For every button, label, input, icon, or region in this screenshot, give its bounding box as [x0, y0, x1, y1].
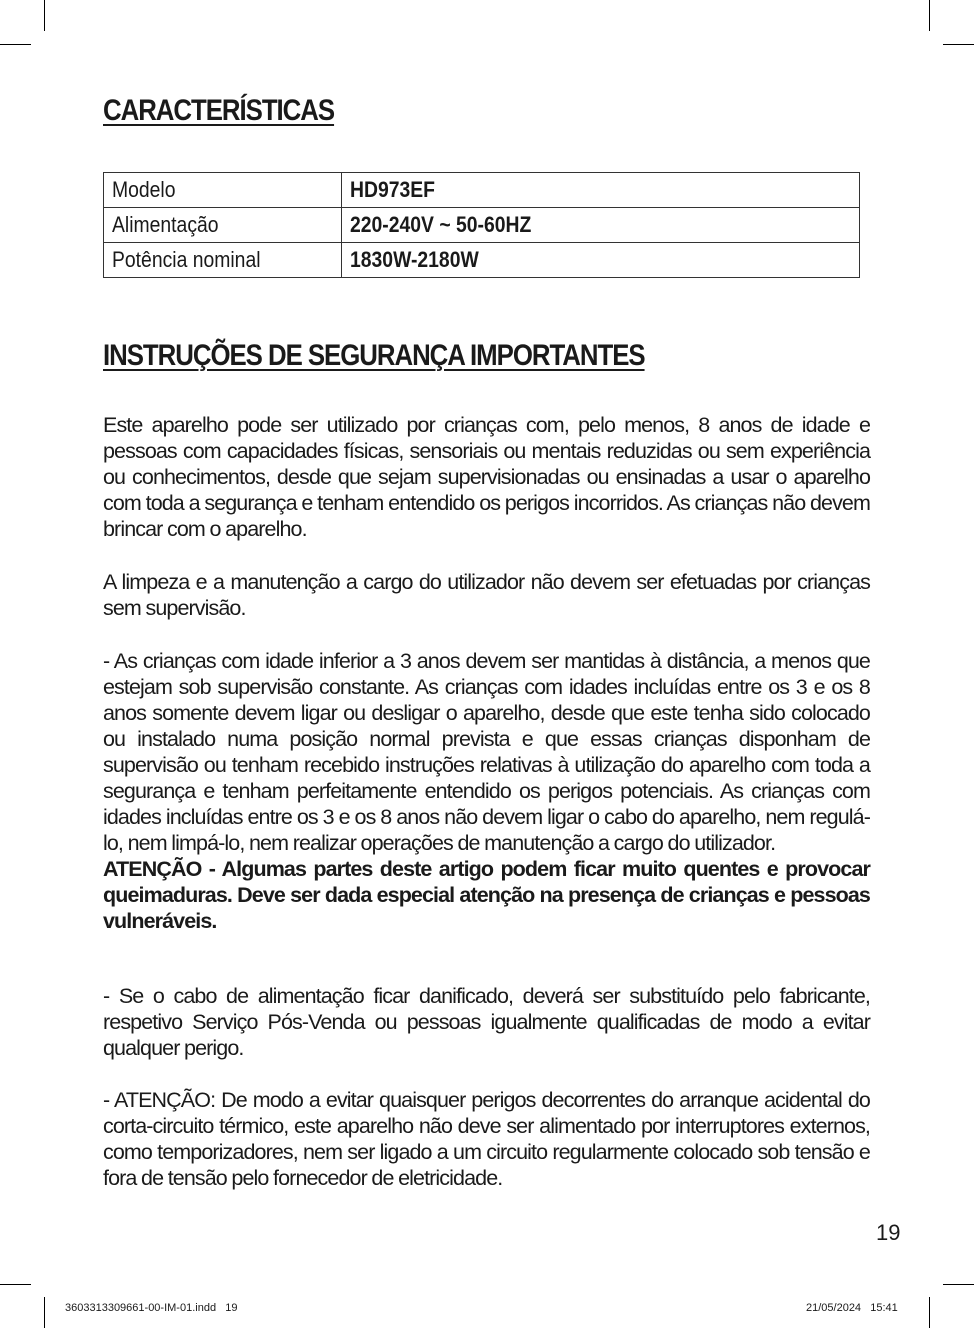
- spec-label: Alimentação: [104, 208, 342, 243]
- crop-mark: [0, 44, 31, 45]
- crop-mark: [44, 1297, 45, 1328]
- table-row: [104, 173, 860, 208]
- spec-label: Modelo: [104, 173, 342, 208]
- specs-table: [103, 172, 860, 278]
- safety-paragraph-1: Este aparelho pode ser utilizado por crianças com, pelo menos, 8 anos de idade e pessoas com capacidades físicas, sensoriais ou mentais reduzidas ou sem experiência ou conhecimentos, desde que sejam supervisionadas ou ensinadas a usar o aparelho com toda a segurança e tenham entendido os perigos incorridos. As crianças não devem brincar com o aparelho.: [103, 413, 870, 541]
- spec-label: Potência nominal: [104, 243, 342, 278]
- spec-value: 220-240V ~ 50-60HZ: [342, 208, 860, 243]
- paragraph-text: - As crianças com idade inferior a 3 anos devem ser mantidas à distância, a menos que estejam sob supervisão constante. As crianças com idades incluídas entre os 3 e os 8 anos somente devem ligar ou desligar o aparelho, desde que este tenha sido colocado ou instalado numa posição normal prevista e que essas crianças disponham de supervisão ou tenham recebido instruções relativas à utilização do aparelho com toda a segurança e tenham perfeitamente entendido os perigos potenciais. As crianças com idades incluídas entre os 3 e os 8 anos não devem ligar o cabo do aparelho, nem regulá-lo, nem limpá-lo, nem realizar operações de manutenção a cargo do utilizador.: [103, 649, 870, 855]
- spec-value: HD973EF: [342, 173, 860, 208]
- crop-mark: [44, 0, 45, 31]
- safety-paragraph-3: [103, 648, 870, 934]
- crop-mark: [943, 44, 974, 45]
- warning-text: ATENÇÃO - Algumas partes deste artigo podem ficar muito quentes e provocar queimaduras. Deve ser dada especial atenção na presença de crianças e pessoas vulneráveis.: [103, 857, 870, 933]
- spec-value: 1830W-2180W: [342, 243, 860, 278]
- safety-paragraph-4: - Se o cabo de alimentação ficar danificado, deverá ser substituído pelo fabricante, respetivo Serviço Pós-Venda ou pessoas igualmente qualificadas de modo a evitar qualquer perigo.: [103, 984, 870, 1060]
- safety-paragraph-2: A limpeza e a manutenção a cargo do utilizador não devem ser efetuadas por crianças sem supervisão.: [103, 570, 870, 620]
- safety-heading: INSTRUÇÕES DE SEGURANÇA IMPORTANTES: [103, 339, 645, 372]
- slug-filename: 3603313309661-00-IM-01.indd 19: [65, 1302, 238, 1314]
- slug-date: 21/05/2024 15:41: [806, 1302, 898, 1314]
- table-row: [104, 208, 860, 243]
- crop-mark: [929, 1297, 930, 1328]
- page-number: 19: [876, 1220, 901, 1245]
- table-row: [104, 243, 860, 278]
- crop-mark: [0, 1284, 31, 1285]
- crop-mark: [943, 1284, 974, 1285]
- crop-mark: [929, 0, 930, 31]
- safety-paragraph-5: - ATENÇÃO: De modo a evitar quaisquer perigos decorrentes do arranque acidental do corta-circuito térmico, este aparelho não deve ser alimentado por interruptores externos, como temporizadores, nem ser ligado a um circuito regularmente colocado sob tensão e fora de tensão pelo fornecedor de eletricidade.: [103, 1088, 870, 1190]
- characteristics-heading: CARACTERÍSTICAS: [103, 94, 335, 127]
